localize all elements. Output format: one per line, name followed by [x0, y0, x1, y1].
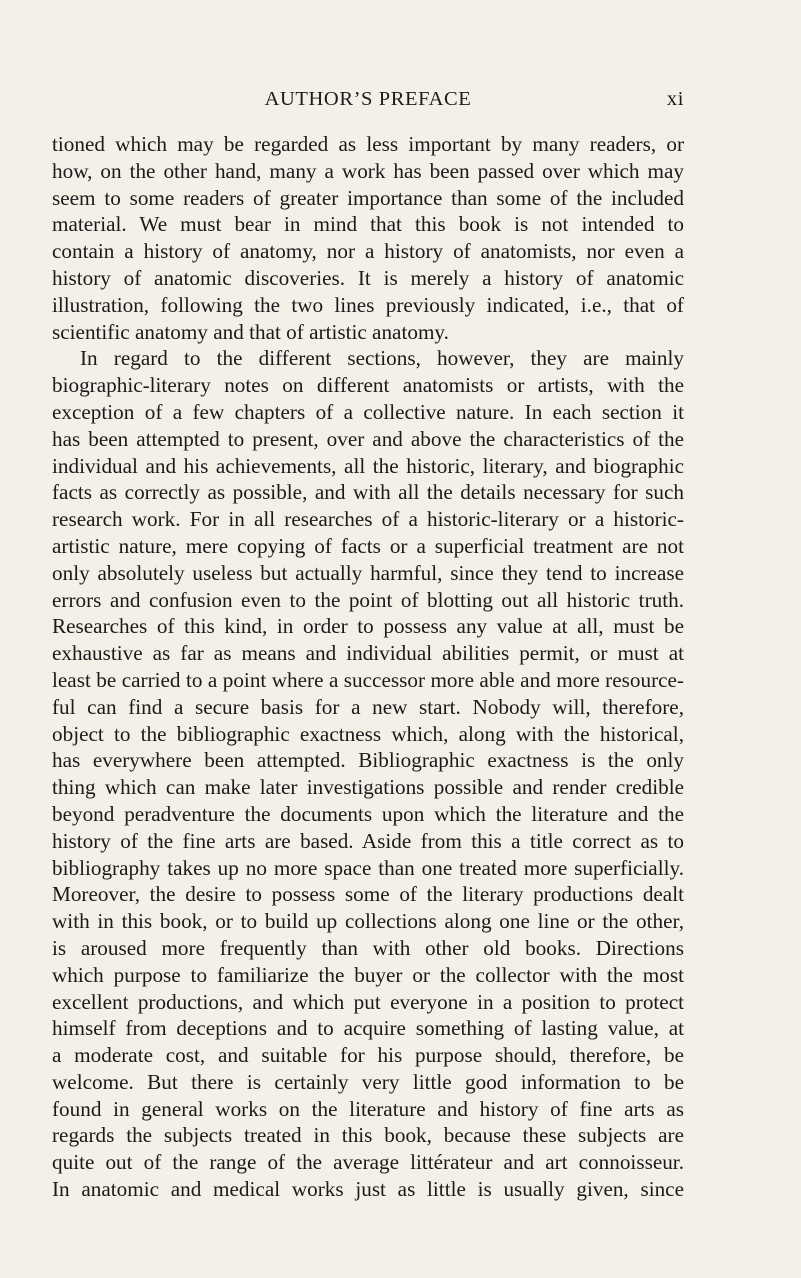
text-line: exhaustive as far as means and individual abilities permit, or must at: [52, 641, 684, 666]
text-line: material. We must bear in mind that this book is not intended to: [52, 212, 684, 237]
text-line: exception of a few chapters of a collective nature. In each section it: [52, 399, 684, 424]
text-line: In regard to the different sections, however, they are mainly: [80, 346, 684, 371]
text-line: Moreover, the desire to possess some of the literary productions dealt: [52, 882, 684, 907]
text-line: thing which can make later investigations possible and render credible: [52, 775, 684, 800]
text-line: how, on the other hand, many a work has been passed over which may: [52, 158, 684, 183]
text-line: tioned which may be regarded as less important by many readers, or: [52, 132, 684, 156]
text-line: has everywhere been attempted. Bibliographic exactness is the only: [52, 748, 684, 773]
text-line: which purpose to familiarize the buyer or the collector with the most: [52, 962, 684, 987]
text-line: Researches of this kind, in order to possess any value at all, must be: [52, 614, 684, 639]
text-line: excellent productions, and which put everyone in a position to protect: [52, 989, 684, 1014]
text-line: welcome. But there is certainly very little good information to be: [52, 1069, 684, 1094]
text-line: found in general works on the literature and history of fine arts as: [52, 1096, 684, 1121]
text-line: is aroused more frequently than with other old books. Directions: [52, 935, 684, 960]
page-number: xi: [666, 88, 684, 110]
text-line: a moderate cost, and suitable for his purpose should, therefore, be: [52, 1043, 684, 1068]
running-head: [52, 88, 684, 114]
text-line: research work. For in all researches of a historic-literary or a historic-: [52, 507, 684, 532]
text-line: contain a history of anatomy, nor a history of anatomists, nor even a: [52, 239, 684, 264]
text-line: least be carried to a point where a successor more able and more resource-: [52, 667, 684, 692]
text-line: himself from deceptions and to acquire something of lasting value, at: [52, 1016, 684, 1041]
text-line: has been attempted to present, over and above the characteristics of the: [52, 426, 684, 451]
text-line: quite out of the range of the average littérateur and art connoisseur.: [52, 1150, 684, 1175]
text-line: errors and confusion even to the point of blotting out all historic truth.: [52, 587, 684, 612]
text-line: history of anatomic discoveries. It is merely a history of anatomic: [52, 265, 684, 290]
text-line: seem to some readers of greater importance than some of the included: [52, 185, 684, 210]
text-line: illustration, following the two lines previously indicated, i.e., that of: [52, 292, 684, 317]
text-line: beyond peradventure the documents upon which the literature and the: [52, 801, 684, 826]
text-line: biographic-literary notes on different anatomists or artists, with the: [52, 373, 684, 398]
text-line: object to the bibliographic exactness which, along with the historical,: [52, 721, 684, 746]
text-line: bibliography takes up no more space than one treated more superficially.: [52, 855, 684, 880]
text-line: facts as correctly as possible, and with all the details necessary for such: [52, 480, 684, 505]
text-line: regards the subjects treated in this book, because these subjects are: [52, 1123, 684, 1148]
text-line: scientific anatomy and that of artistic anatomy.: [52, 319, 449, 344]
text-line: In anatomic and medical works just as little is usually given, since: [52, 1177, 684, 1202]
text-line: history of the fine arts are based. Aside from this a title correct as to: [52, 828, 684, 853]
text-line: individual and his achievements, all the historic, literary, and biographic: [52, 453, 684, 478]
text-line: artistic nature, mere copying of facts or a superficial treatment are not: [52, 533, 684, 558]
text-line: only absolutely useless but actually harmful, since they tend to increase: [52, 560, 684, 585]
running-title: AUTHOR’S PREFACE: [264, 88, 472, 110]
text-line: with in this book, or to build up collections along one line or the other,: [52, 909, 684, 934]
body-text: [52, 131, 684, 1203]
text-line: ful can find a secure basis for a new start. Nobody will, therefore,: [52, 694, 684, 719]
